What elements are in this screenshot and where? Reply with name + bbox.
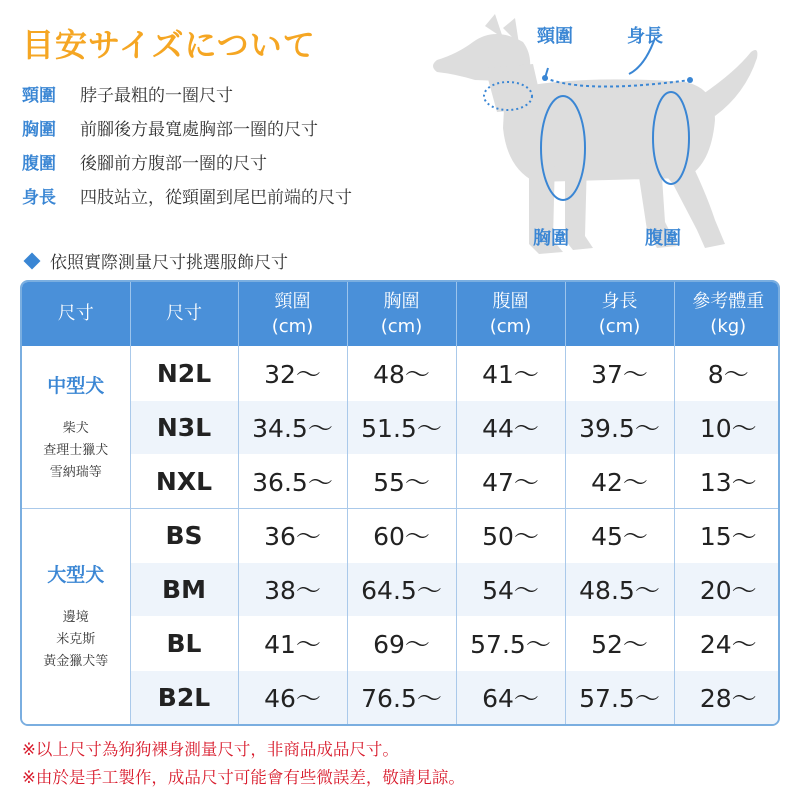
table-row xyxy=(22,400,780,454)
value-cell: 41～ xyxy=(238,616,347,670)
value-cell: 39.5～ xyxy=(565,400,674,454)
table-row xyxy=(22,562,780,616)
header-length: 身長 (cm) xyxy=(565,282,674,346)
definition-term: 胸圍 xyxy=(22,119,56,140)
size-cell: N3L xyxy=(130,400,238,454)
header-category: 尺寸 xyxy=(22,282,130,346)
value-cell: 60～ xyxy=(347,508,456,562)
value-cell: 24～ xyxy=(674,616,780,670)
definition-term: 腹圍 xyxy=(22,153,56,174)
group-large xyxy=(22,508,130,724)
value-cell: 41～ xyxy=(456,346,565,400)
diamond-bullet-icon xyxy=(24,252,41,269)
page-title: 目安サイズについて xyxy=(22,26,316,64)
size-table xyxy=(20,280,780,726)
header-neck: 頸圍 (cm) xyxy=(238,282,347,346)
value-cell: 37～ xyxy=(565,346,674,400)
value-cell: 8～ xyxy=(674,346,780,400)
definition-text: 脖子最粗的一圈尺寸 xyxy=(80,85,233,106)
definition-text: 後腳前方腹部一圈的尺寸 xyxy=(80,153,267,174)
table-header-row xyxy=(22,282,780,346)
length-label: 身長 xyxy=(627,26,663,47)
value-cell: 50～ xyxy=(456,508,565,562)
table-row xyxy=(22,454,780,508)
value-cell: 15～ xyxy=(674,508,780,562)
group-breed: 查理士獵犬 xyxy=(43,442,109,458)
value-cell: 36～ xyxy=(238,508,347,562)
value-cell: 48.5～ xyxy=(565,562,674,616)
footnote: ※以上尺寸為狗狗裸身測量尺寸，非商品成品尺寸。 xyxy=(22,740,399,759)
value-cell: 48～ xyxy=(347,346,456,400)
definition-belly xyxy=(22,144,352,178)
value-cell: 42～ xyxy=(565,454,674,508)
instruction-text: 依照實際測量尺寸挑選服飾尺寸 xyxy=(50,253,288,273)
table-row xyxy=(22,616,780,670)
dog-silhouette-icon xyxy=(415,8,800,270)
group-breed: 柴犬 xyxy=(62,420,89,436)
header-weight: 參考體重 (kg) xyxy=(674,282,780,346)
group-breed: 雪納瑞等 xyxy=(49,464,102,480)
value-cell: 76.5～ xyxy=(347,670,456,724)
value-cell: 57.5～ xyxy=(565,670,674,724)
belly-label: 腹圍 xyxy=(645,228,681,249)
value-cell: 10～ xyxy=(674,400,780,454)
header-belly: 腹圍 (cm) xyxy=(456,282,565,346)
value-cell: 36.5～ xyxy=(238,454,347,508)
definition-term: 頸圍 xyxy=(22,85,56,106)
footnotes xyxy=(22,736,465,792)
value-cell: 28～ xyxy=(674,670,780,724)
dog-measurement-diagram xyxy=(415,8,800,270)
value-cell: 64.5～ xyxy=(347,562,456,616)
value-cell: 55～ xyxy=(347,454,456,508)
size-cell: N2L xyxy=(130,346,238,400)
definition-neck xyxy=(22,76,352,110)
table-row xyxy=(22,670,780,724)
value-cell: 52～ xyxy=(565,616,674,670)
header-size: 尺寸 xyxy=(130,282,238,346)
definition-length xyxy=(22,178,352,212)
footnote: ※由於是手工製作，成品尺寸可能會有些微誤差，敬請見諒。 xyxy=(22,768,465,787)
table-row xyxy=(22,346,780,400)
value-cell: 47～ xyxy=(456,454,565,508)
instruction xyxy=(24,248,288,273)
size-cell: BL xyxy=(130,616,238,670)
value-cell: 51.5～ xyxy=(347,400,456,454)
value-cell: 34.5～ xyxy=(238,400,347,454)
neck-label: 頸圍 xyxy=(537,26,573,47)
size-cell: BS xyxy=(130,508,238,562)
size-cell: BM xyxy=(130,562,238,616)
value-cell: 20～ xyxy=(674,562,780,616)
header-chest: 胸圍 (cm) xyxy=(347,282,456,346)
group-name: 大型犬 xyxy=(47,563,105,586)
value-cell: 57.5～ xyxy=(456,616,565,670)
value-cell: 46～ xyxy=(238,670,347,724)
definition-chest xyxy=(22,110,352,144)
group-name: 中型犬 xyxy=(47,374,105,397)
value-cell: 69～ xyxy=(347,616,456,670)
value-cell: 54～ xyxy=(456,562,565,616)
group-breed: 米克斯 xyxy=(56,631,96,647)
value-cell: 38～ xyxy=(238,562,347,616)
value-cell: 13～ xyxy=(674,454,780,508)
definition-text: 四肢站立，從頸圍到尾巴前端的尺寸 xyxy=(80,187,352,208)
value-cell: 64～ xyxy=(456,670,565,724)
table-row xyxy=(22,508,780,562)
chest-label: 胸圍 xyxy=(533,228,569,249)
size-cell: NXL xyxy=(130,454,238,508)
value-cell: 45～ xyxy=(565,508,674,562)
definitions-list xyxy=(22,76,352,212)
value-cell: 44～ xyxy=(456,400,565,454)
value-cell: 32～ xyxy=(238,346,347,400)
size-cell: B2L xyxy=(130,670,238,724)
group-medium xyxy=(22,346,130,508)
definition-term: 身長 xyxy=(22,187,56,208)
group-breed: 邊境 xyxy=(62,609,89,625)
definition-text: 前腳後方最寬處胸部一圈的尺寸 xyxy=(80,119,318,140)
group-breed: 黃金獵犬等 xyxy=(43,653,109,669)
